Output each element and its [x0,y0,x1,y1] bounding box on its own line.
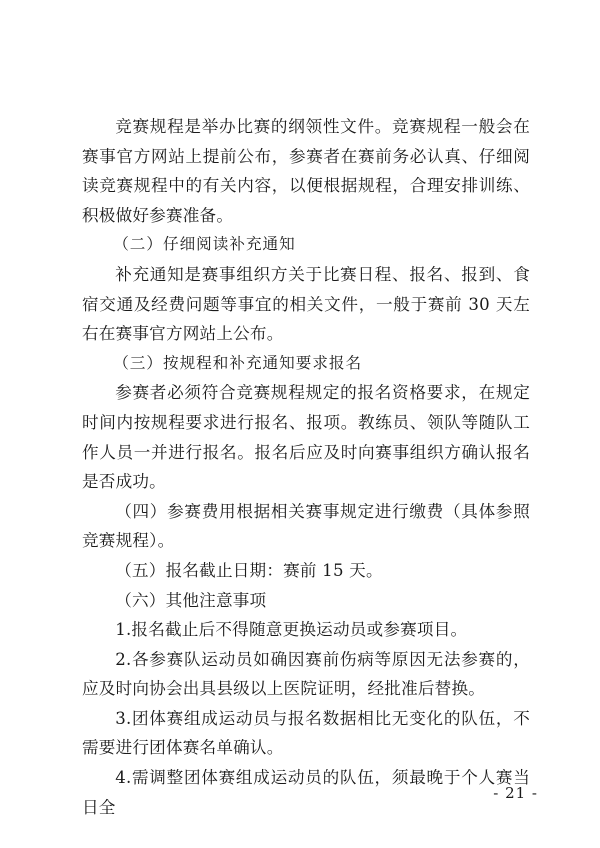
paragraph-registration: 参赛者必须符合竞赛规程规定的报名资格要求，在规定时间内按规程要求进行报名、报项。教练员、领队等随队工作人员一并进行报名。报名后应及时向赛事组织方确认报名是否成功。 [82,383,530,492]
document-body [82,112,530,822]
paragraph-other-notes-heading: （六）其他注意事项 [115,590,267,610]
paragraph-supplementary-notice: 补充通知是赛事组织方关于比赛日程、报名、报到、食宿交通及经费问题等事宜的相关文件，一般于赛前 30 天左右在赛事官方网站上公布。 [82,264,530,344]
paragraph-fees: （四）参赛费用根据相关赛事规定进行缴费（具体参照竞赛规程）。 [82,501,530,551]
paragraph-deadline: （五）报名截止日期：赛前 15 天。 [115,560,383,580]
list-item-note-2: 2.各参赛队运动员如确因赛前伤病等原因无法参赛的，应及时向协会出具县级以上医院证明，经批准后替换。 [82,649,530,699]
page-number: - 21 - [493,784,538,802]
list-item-note-1: 1.报名截止后不得随意更换运动员或参赛项目。 [115,620,468,640]
section-heading-supplementary-notice: （二）仔细阅读补充通知 [113,235,296,254]
paragraph-rules-intro: 竞赛规程是举办比赛的纲领性文件。竞赛规程一般会在赛事官方网站上提前公布，参赛者在赛前务必认真、仔细阅读竞赛规程中的有关内容，以便根据规程，合理安排训练、积极做好参赛准备。 [82,117,530,225]
list-item-note-3: 3.团体赛组成运动员与报名数据相比无变化的队伍，不需要进行团体赛名单确认。 [82,708,530,758]
list-item-note-4: 4.需调整团体赛组成运动员的队伍，须最晚于个人赛当日全 [82,768,530,817]
section-heading-registration: （三）按规程和补充通知要求报名 [113,353,363,372]
